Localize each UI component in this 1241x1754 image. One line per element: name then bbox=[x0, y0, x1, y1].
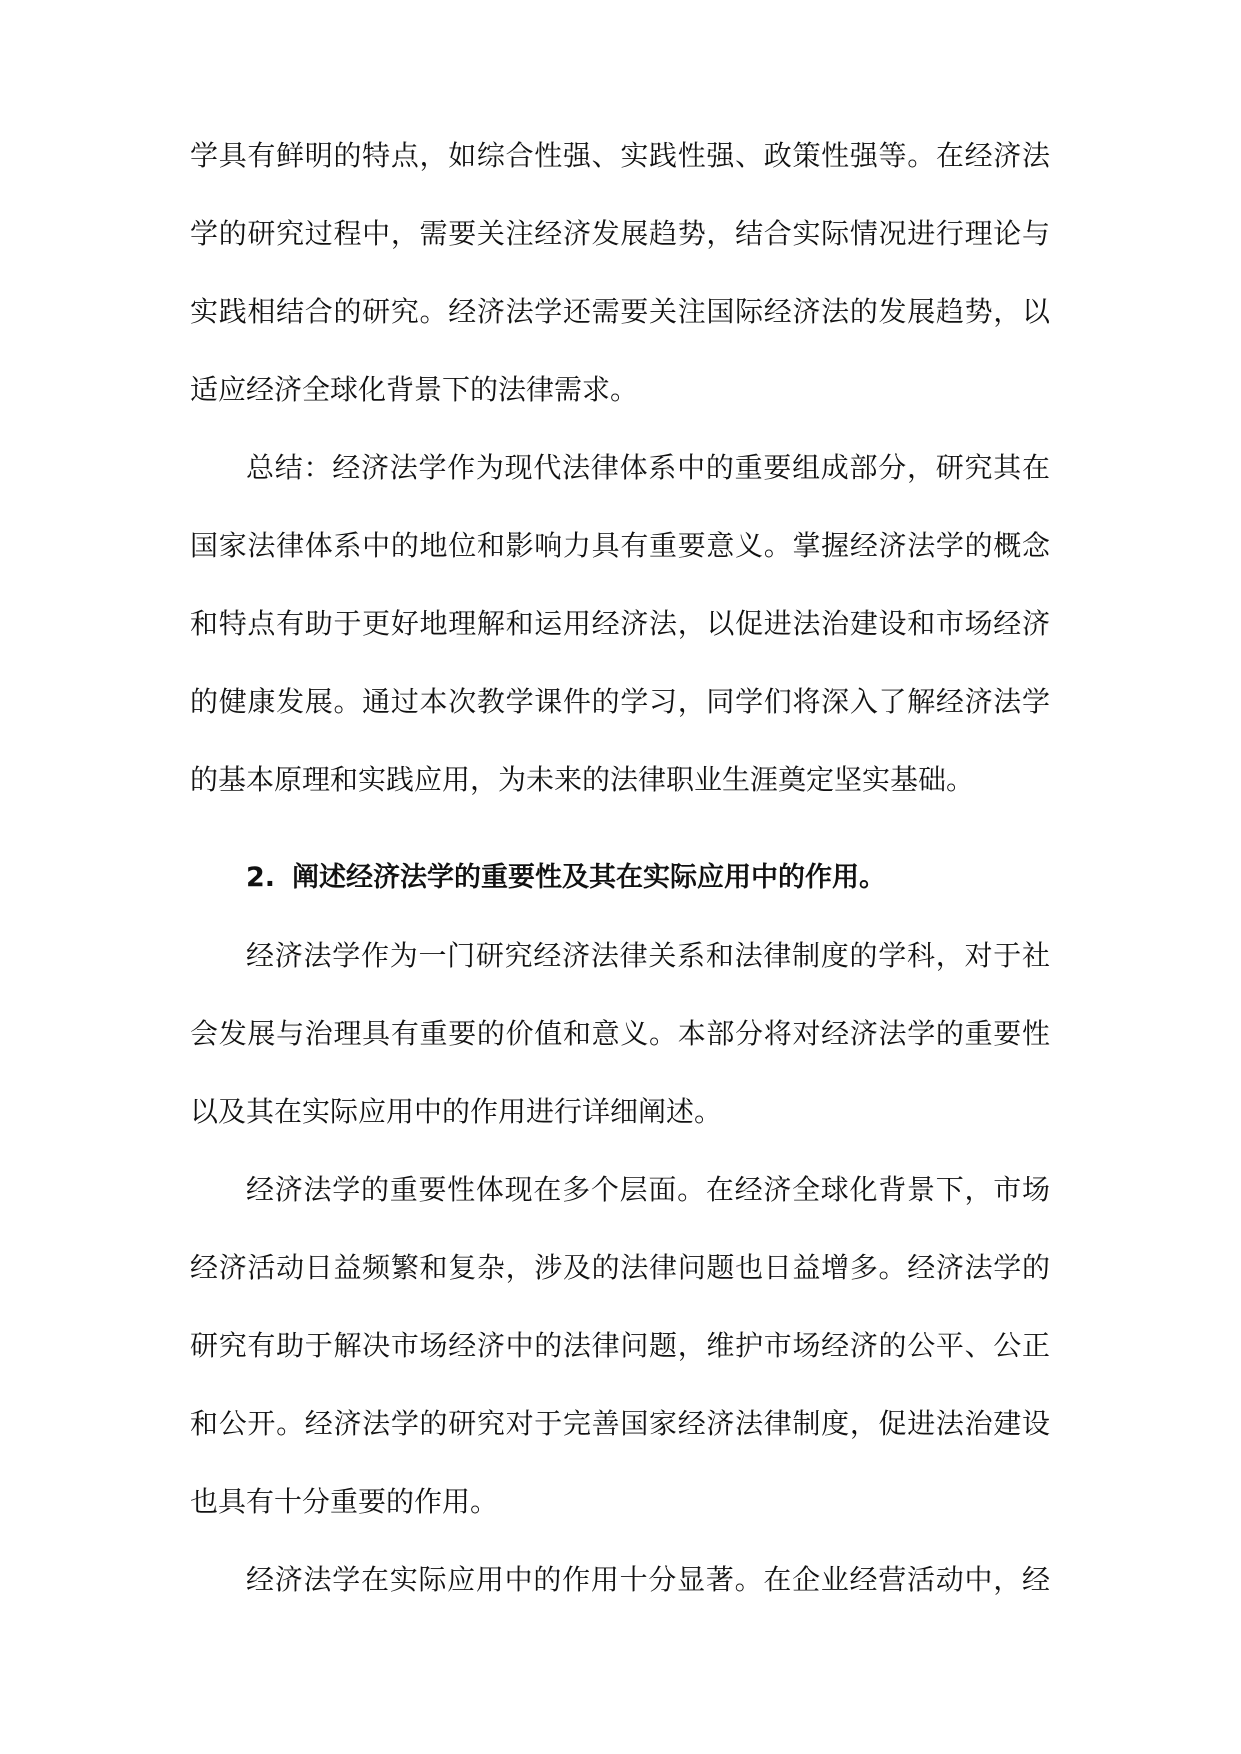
section-number: 2. bbox=[246, 862, 276, 893]
paragraph-1-line-4: 适应经济全球化背景下的法律需求。 bbox=[190, 373, 639, 406]
paragraph-3-line-1: 经济法学作为一门研究经济法律关系和法律制度的学科，对于社 bbox=[246, 939, 1050, 972]
paragraph-2-line-3: 和特点有助于更好地理解和运用经济法，以促进法治建设和市场经济 bbox=[190, 607, 1050, 640]
paragraph-5-line-1: 经济法学在实际应用中的作用十分显著。在企业经营活动中，经 bbox=[246, 1563, 1050, 1596]
paragraph-2-line-1: 总结：经济法学作为现代法律体系中的重要组成部分，研究其在 bbox=[246, 451, 1050, 484]
paragraph-4-line-4: 和公开。经济法学的研究对于完善国家经济法律制度，促进法治建设 bbox=[190, 1407, 1050, 1440]
paragraph-2-line-2: 国家法律体系中的地位和影响力具有重要意义。掌握经济法学的概念 bbox=[190, 529, 1050, 562]
paragraph-4-line-2: 经济活动日益频繁和复杂，涉及的法律问题也日益增多。经济法学的 bbox=[190, 1251, 1050, 1284]
paragraph-4-line-3: 研究有助于解决市场经济中的法律问题，维护市场经济的公平、公正 bbox=[190, 1329, 1050, 1362]
paragraph-4-line-1: 经济法学的重要性体现在多个层面。在经济全球化背景下，市场 bbox=[246, 1173, 1050, 1206]
paragraph-1-line-3: 实践相结合的研究。经济法学还需要关注国际经济法的发展趋势，以 bbox=[190, 295, 1050, 328]
section-heading bbox=[246, 853, 1050, 903]
paragraph-2-line-5: 的基本原理和实践应用，为未来的法律职业生涯奠定坚实基础。 bbox=[190, 763, 975, 796]
paragraph-3-line-3: 以及其在实际应用中的作用进行详细阐述。 bbox=[190, 1095, 723, 1128]
paragraph-1-line-2: 学的研究过程中，需要关注经济发展趋势，结合实际情况进行理论与 bbox=[190, 217, 1050, 250]
paragraph-2-line-4: 的健康发展。通过本次教学课件的学习，同学们将深入了解经济法学 bbox=[190, 685, 1050, 718]
paragraph-3-line-2: 会发展与治理具有重要的价值和意义。本部分将对经济法学的重要性 bbox=[190, 1017, 1050, 1050]
paragraph-1-line-1: 学具有鲜明的特点，如综合性强、实践性强、政策性强等。在经济法 bbox=[190, 139, 1050, 172]
paragraph-4-line-5: 也具有十分重要的作用。 bbox=[190, 1485, 499, 1518]
section-title: 阐述经济法学的重要性及其在实际应用中的作用。 bbox=[292, 862, 886, 893]
